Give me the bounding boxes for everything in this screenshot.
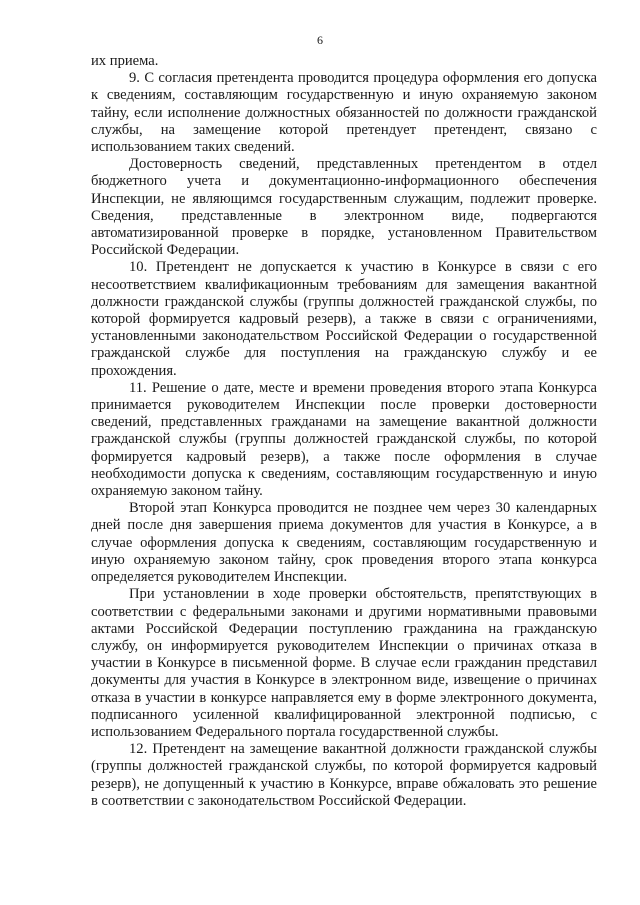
- document-body: [91, 53, 597, 810]
- paragraph-continuation: их приема.: [91, 53, 159, 69]
- paragraph-item-12: 12. Претендент на замещение вакантной должности гражданской службы (группы должностей гражданской службы, по которой формируется кадровый резерв), не допущенный к участию в Конкурсе, вправе обжаловать это решение в соответствии с законодательством Российской Федерации.: [91, 741, 597, 809]
- paragraph-verification: Достоверность сведений, представленных претендентом в отдел бюджетного учета и документационно-информационного обеспечения Инспекции, не являющимся государственным служащим, подлежит проверке. Сведения, представленные в электронном виде, подвергаются автоматизированной проверке в порядке, установленном Правительством Российской Федерации.: [91, 156, 597, 259]
- paragraph-refusal-notice: При установлении в ходе проверки обстоятельств, препятствующих в соответствии с федеральными законами и другими нормативными правовыми актами Российской Федерации поступлению гражданина на гражданскую службу, он информируется руководителем Инспекции о причинах отказа в участии в Конкурсе в письменной форме. В случае если гражданин представил документы для участия в Конкурсе в электронном виде, извещение о причинах отказа в участии в конкурсе направляется ему в форме электронного документа, подписанного усиленной квалифицированной электронной подписью, с использованием Федерального портала государственной службы.: [91, 586, 597, 740]
- paragraph-second-stage: Второй этап Конкурса проводится не позднее чем через 30 календарных дней после дня завершения приема документов для участия в Конкурсе, а в случае оформления допуска к сведениям, составляющим государственную и иную охраняемую законом тайну, срок проведения второго этапа конкурса определяется руководителем Инспекции.: [91, 500, 597, 586]
- paragraph-item-10: 10. Претендент не допускается к участию в Конкурсе в связи с его несоответствием квалификационным требованиям для замещения вакантной должности гражданской службы (группы должностей гражданской службы, по которой формируется кадровый резерв), а также в связи с ограничениями, установленными законодательством Российской Федерации о государственной гражданской службе для поступления на гражданскую службу и ее прохождения.: [91, 259, 597, 379]
- paragraph-item-9: 9. С согласия претендента проводится процедура оформления его допуска к сведениям, составляющим государственную и иную охраняемую законом тайну, если исполнение должностных обязанностей по должности гражданской службы, на замещение которой претендует претендент, связано с использованием таких сведений.: [91, 70, 597, 156]
- paragraph-item-11: 11. Решение о дате, месте и времени проведения второго этапа Конкурса принимается руководителем Инспекции после проверки достоверности сведений, представленных гражданами на замещение вакантной должности гражданской службы (группы должностей гражданской службы, по которой формируется кадровый резерв), а также после оформления в случае необходимости допуска к сведениям, составляющим государственную и иную охраняемую законом тайну.: [91, 379, 597, 500]
- page-number: 6: [317, 33, 323, 47]
